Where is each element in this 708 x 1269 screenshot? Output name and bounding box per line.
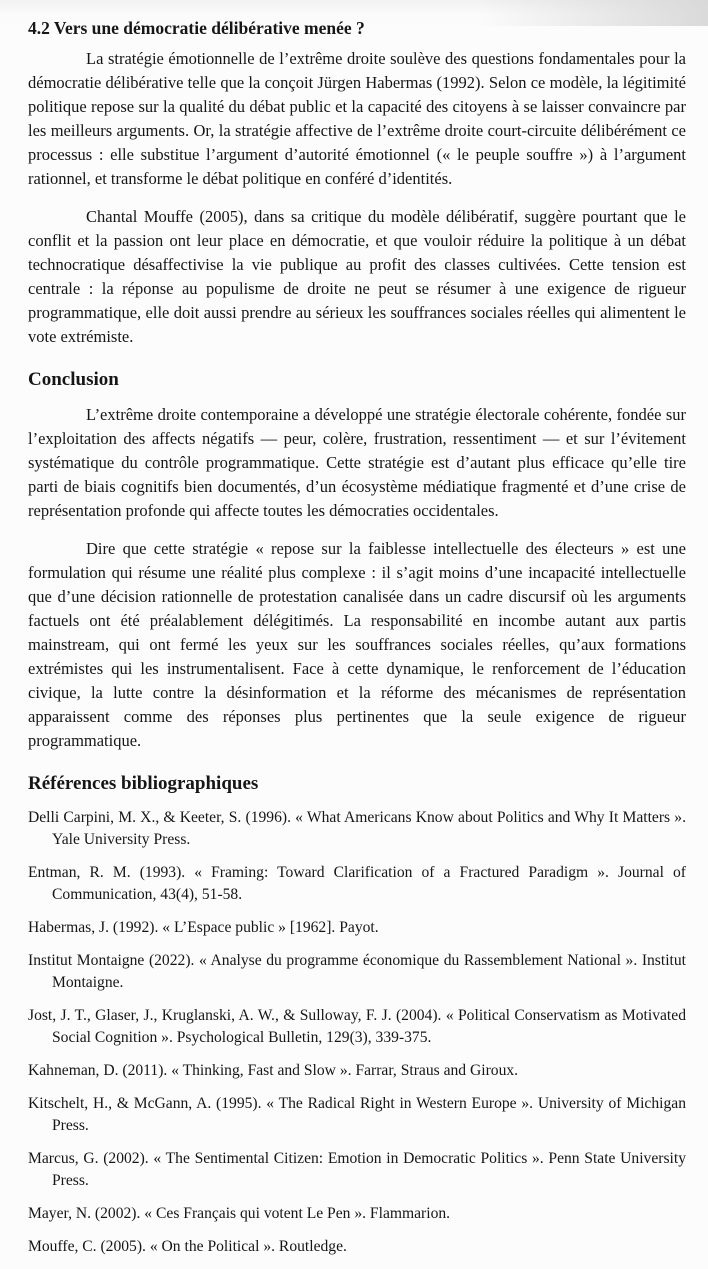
reference-item: Kitschelt, H., & McGann, A. (1995). « The Radical Right in Western Europe ». University of Michigan Press. [28,1095,686,1134]
paragraph: Dire que cette stratégie « repose sur la faiblesse intellectuelle des électeurs » est une formulation qui résume une réalité plus complexe : il s’agit moins d’une incapacité intellectuelle que d’une décision rationnelle de protestation canalisée dans un cadre discursif où les arguments factuels ont été préalablement délégitimés. La responsabilité en incombe autant aux partis mainstream, qui ont fermé les yeux sur les souffrances sociales réelles, qu’aux formations extrémistes qui les instrumentalisent. Face à cette dynamique, le renforcement de l’éducation civique, la lutte contre la désinformation et la réforme des mécanismes de représentation apparaissent comme des réponses plus pertinentes que la seule exigence de rigueur programmatique. [28,539,686,750]
reference-item: Kahneman, D. (2011). « Thinking, Fast and Slow ». Farrar, Straus and Giroux. [28,1062,519,1079]
paragraph: La stratégie émotionnelle de l’extrême droite soulève des questions fondamentales pour la démocratie délibérative telle que la conçoit Jürgen Habermas (1992). Selon ce modèle, la légitimité politique repose sur la qualité du débat public et la capacité des citoyens à se laisser convaincre par les meilleurs arguments. Or, la stratégie affective de l’extrême droite court-circuite délibérément ce processus : elle substitue l’argument d’autorité émotionnel (« le peuple souffre ») à l’argument rationnel, et transforme le débat politique en conféré d’identités. [28,49,686,188]
reference-item: Mayer, N. (2002). « Ces Français qui votent Le Pen ». Flammarion. [28,1205,451,1222]
reference-item: Marcus, G. (2002). « The Sentimental Citizen: Emotion in Democratic Politics ». Penn State University Press. [28,1150,686,1189]
reference-item: Habermas, J. (1992). « L’Espace public » [1962]. Payot. [28,919,379,936]
reference-item: Institut Montaigne (2022). « Analyse du programme économique du Rassemblement National ». Institut Montaigne. [28,952,686,991]
reference-item: Mouffe, C. (2005). « On the Political ». Routledge. [28,1238,347,1255]
references-heading: Références bibliographiques [28,773,259,794]
reference-item: Entman, R. M. (1993). « Framing: Toward Clarification of a Fractured Paradigm ». Journal of Communication, 43(4), 51-58. [28,864,686,903]
reference-list [28,807,686,1258]
reference-item: Jost, J. T., Glaser, J., Kruglanski, A. W., & Sulloway, F. J. (2004). « Political Conservatism as Motivated Social Cognition ». Psychological Bulletin, 129(3), 339-375. [28,1007,686,1046]
document-content [28,16,686,1269]
paragraph: L’extrême droite contemporaine a développé une stratégie électorale cohérente, fondée sur l’exploitation des affects négatifs — peur, colère, frustration, ressentiment — et sur l’évitement systématique du contrôle programmatique. Cette stratégie est d’autant plus efficace qu’elle tire parti de biais cognitifs bien documentés, d’un écosystème médiatique fragmenté et d’une crise de représentation profonde qui affecte toutes les démocraties occidentales. [28,405,686,520]
reference-item: Delli Carpini, M. X., & Keeter, S. (1996). « What Americans Know about Politics and Why It Matters ». Yale University Press. [28,809,686,848]
conclusion-heading: Conclusion [28,369,119,390]
paragraph: Chantal Mouffe (2005), dans sa critique du modèle délibératif, suggère pourtant que le conflit et la passion ont leur place en démocratie, et que vouloir réduire la politique à un débat technocratique désaffectivise la vie publique au profit des classes cultivées. Cette tension est centrale : la réponse au populisme de droite ne peut se résumer à une exigence de rigueur programmatique, elle doit aussi prendre au sérieux les souffrances sociales réelles qui alimentent le vote extrémiste. [28,207,686,346]
section-heading-4-2: 4.2 Vers une démocratie délibérative menée ? [28,18,365,38]
